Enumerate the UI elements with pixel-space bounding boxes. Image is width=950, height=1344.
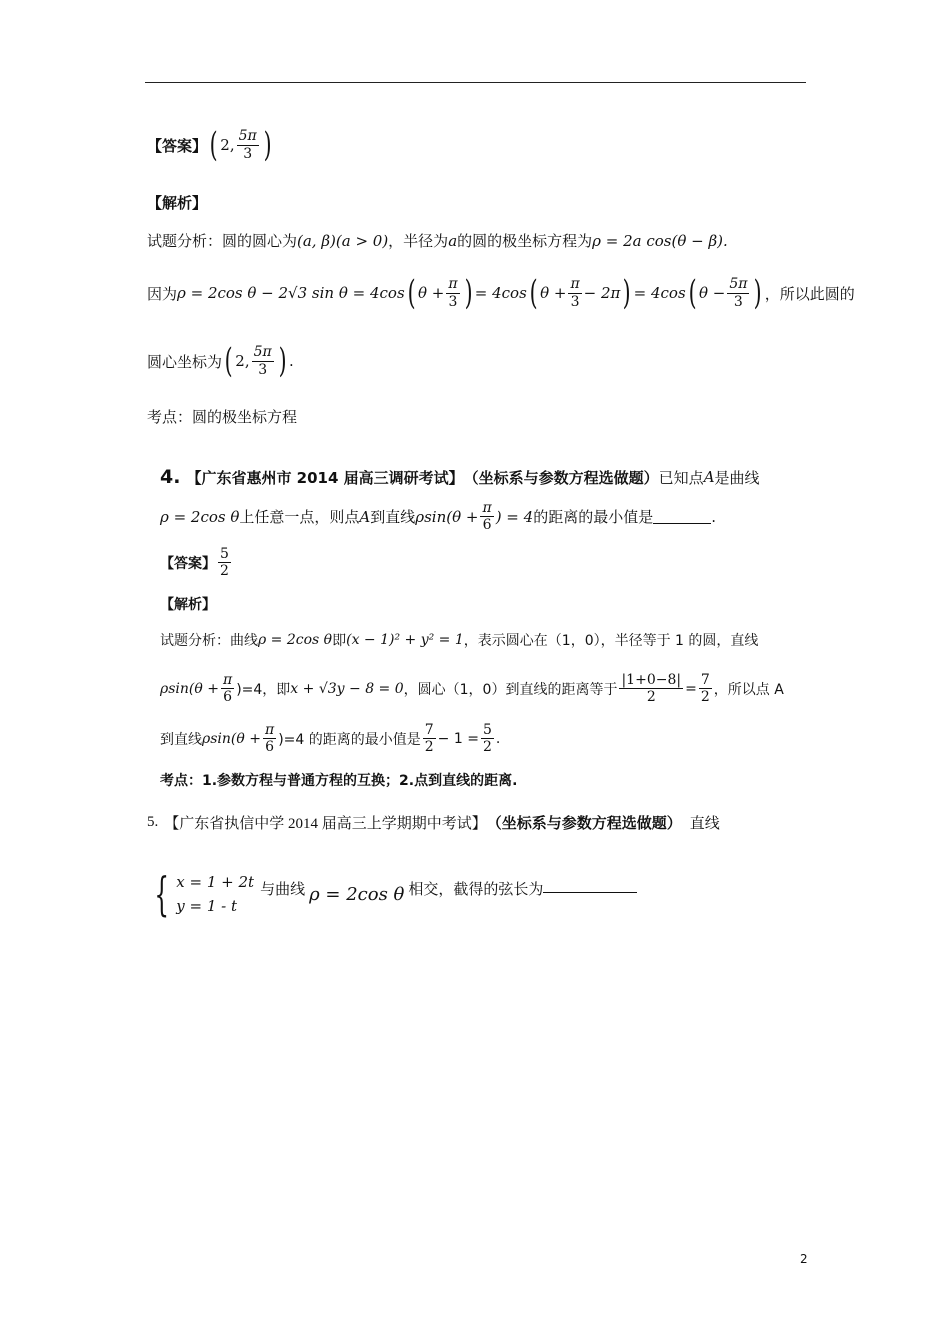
header-rule <box>145 82 806 83</box>
fraction: $\frac{\pi}{3}$ <box>570 276 580 310</box>
fraction: $\frac{7}{2}$ <box>424 722 434 756</box>
q5-stem: 5. 【广东省执信中学 2014 届高三上学期期中考试】 （坐标系与参数方程选做题） 直线 <box>147 814 720 832</box>
paren-close: ) <box>263 125 272 165</box>
answer-fraction: $\frac{5}{2}$ <box>220 546 229 580</box>
fraction: $\frac{\pi}{6}$ <box>222 672 233 706</box>
q4-stem-line1: 4. 【广东省惠州市 2014 届高三调研考试】 （坐标系与参数方程选做题） 已知点 A 是曲线 <box>160 466 760 488</box>
q4-solution-line2: ρsin(θ + $\frac{\pi}{6}$ )=4，即 x + √3y − 8 = 0 ，圆心（1，0）到直线的距离等于 $\frac{|1+0-8|}{2}$ = $\frac{7}{2}$ ，所以点 A <box>160 672 784 706</box>
q4-analysis-label: 【解析】 <box>160 597 216 613</box>
answer-value: 2, <box>220 136 235 154</box>
q3-kaodian: 考点：圆的极坐标方程 <box>147 408 298 426</box>
fraction: $\frac{\pi}{6}$ <box>264 722 275 756</box>
fraction: $\frac{|1+0-8|}{2}$ <box>621 672 682 706</box>
fraction: $\frac{5}{2}$ <box>482 722 492 756</box>
answer-label: 【答案】 <box>147 136 208 155</box>
q3-line3: 圆心坐标为 ( 2, $\frac{5\pi}{3}$ ) . <box>147 341 294 381</box>
q4-stem-line2: ρ = 2cos θ 上任意一点，则点 A 到直线 ρsin(θ + $\frac{\pi}{6}$ ) = 4 的距离的最小值是 . <box>160 500 716 534</box>
fraction: $\frac{\pi}{3}$ <box>448 276 458 310</box>
q5-system-line: { x = 1 + 2t y = 1 - t 与曲线 ρ = 2cos θ 相交，截得的弦长为 <box>147 870 637 918</box>
answer-blank <box>543 870 637 893</box>
fraction: $\frac{7}{2}$ <box>700 672 710 706</box>
q4-solution-line1: 试题分析：曲线 ρ = 2cos θ 即 (x − 1)² + y² = 1 ，表示圆心在（1，0），半径等于 1 的圆，直线 <box>160 632 759 649</box>
q3-line2: 因为 ρ = 2cos θ − 2√3 sin θ = 4cos ( θ + $\frac{\pi}{3}$ ) = 4cos ( θ + $\frac{\pi}{3}$ − 2π ) = 4cos ( θ − $\frac{5\pi}{3}$ ) ，所以此圆的 <box>147 273 855 313</box>
q4-solution-line3: 到直线 ρsin(θ + $\frac{\pi}{6}$ )=4 的距离的最小值是 $\frac{7}{2}$ − 1 = $\frac{5}{2}$ . <box>160 722 501 756</box>
paren-open: ( <box>209 125 218 165</box>
fraction: $\frac{5\pi}{3}$ <box>729 276 748 310</box>
answer-fraction: $\frac{5\pi}{3}$ <box>238 128 257 162</box>
q4-answer-line: 【答案】 $\frac{5}{2}$ <box>160 546 229 580</box>
fraction: $\frac{5\pi}{3}$ <box>253 344 272 378</box>
q4-kaodian: 考点：1.参数方程与普通方程的互换；2.点到直线的距离. <box>160 773 518 789</box>
q3-line1: 试题分析：圆的圆心为 (a, β) (a > 0) ，半径为 a 的圆的极坐标方程为 ρ = 2a cos(θ − β). <box>147 231 728 250</box>
fraction: $\frac{\pi}{6}$ <box>482 500 492 534</box>
parametric-system: { x = 1 + 2t y = 1 - t <box>154 867 255 921</box>
answer-blank <box>653 509 711 524</box>
page-number: 2 <box>800 1252 808 1266</box>
q3-answer-line <box>147 125 274 165</box>
q3-analysis-label: 【解析】 <box>147 194 208 212</box>
